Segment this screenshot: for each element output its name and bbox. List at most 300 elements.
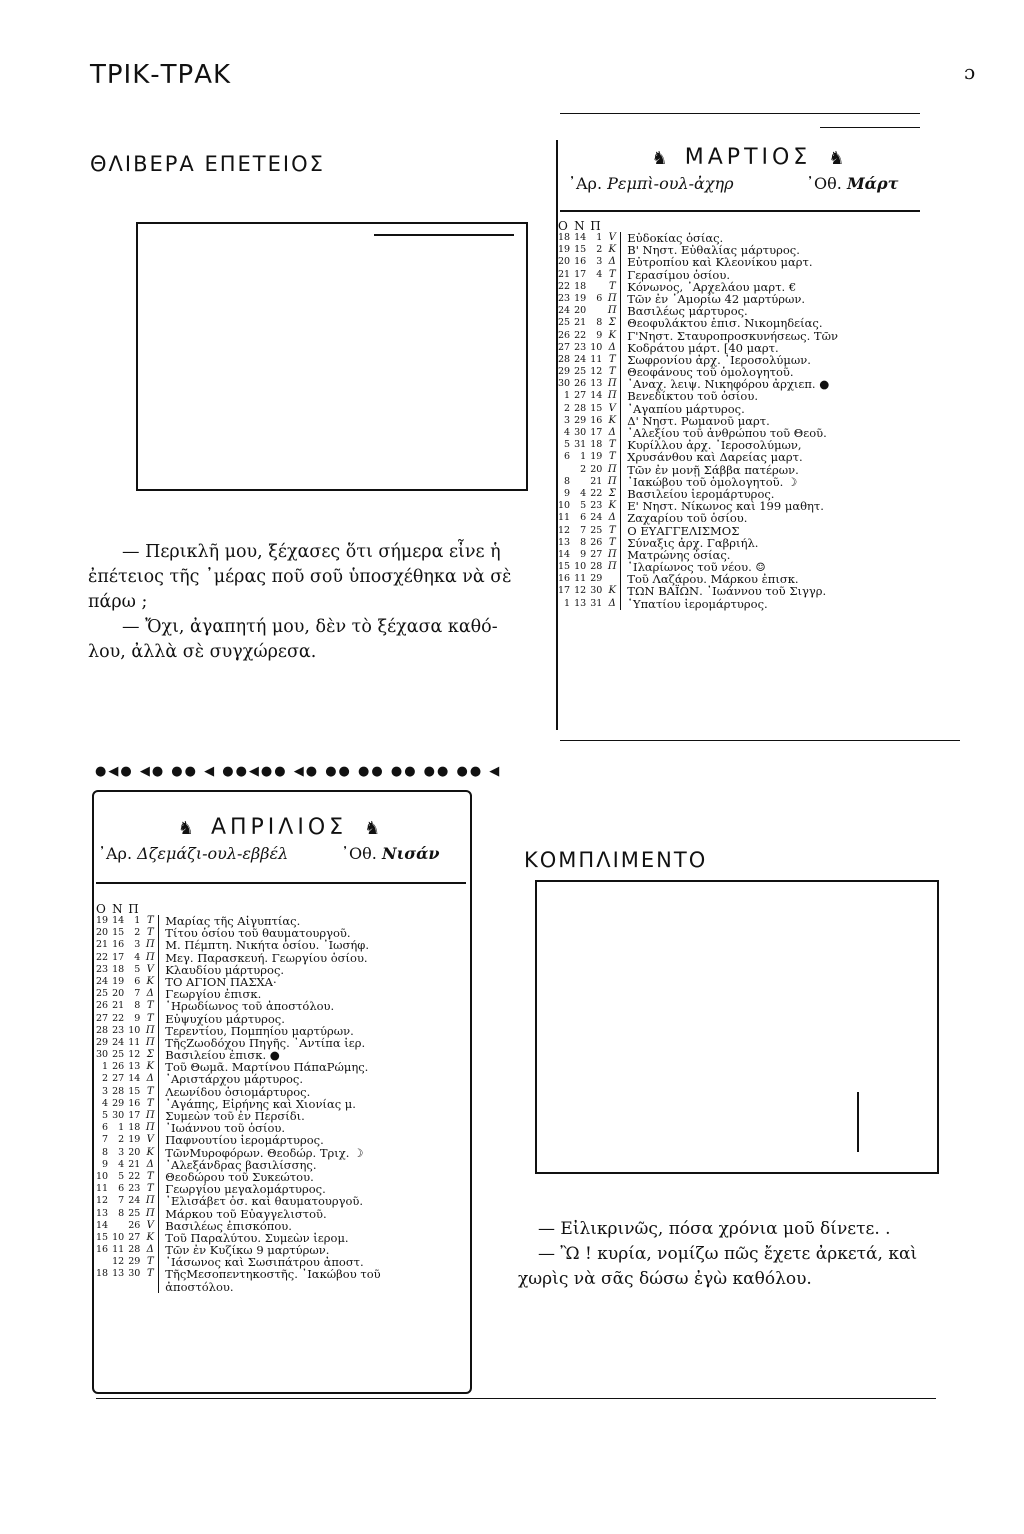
arabic-label: ᾿Αρ. <box>568 174 603 193</box>
hijri-day: 2 <box>596 244 603 256</box>
new-day <box>110 1220 126 1232</box>
orthodox-day: 25 <box>96 988 109 1000</box>
april-rule <box>96 882 466 884</box>
hijri-day: 10 <box>590 341 603 353</box>
weekday: Π <box>142 1122 159 1134</box>
feast-text: Γ'Νηστ. Σταυροπροσκυνήσεως. Τῶν <box>627 328 838 343</box>
weekday: Ⅴ <box>604 232 621 244</box>
weekday: Κ <box>604 330 621 342</box>
orthodox-day: 22 <box>558 280 571 292</box>
new-day: 6 <box>580 512 587 524</box>
bottom-rule <box>96 1398 936 1399</box>
weekday: Ⅴ <box>604 403 621 415</box>
orthodox-day: 13 <box>558 536 571 548</box>
feast-text: Θεοφάνους τοῦ ὁμολογητοῦ. <box>627 365 794 380</box>
new-day: 21 <box>112 1000 125 1012</box>
weekday: Κ <box>604 500 621 512</box>
new-day: 8 <box>580 536 587 548</box>
orthodox-day: 14 <box>558 548 571 560</box>
new-day: 13 <box>574 597 587 609</box>
orthodox-day: 30 <box>558 378 571 390</box>
weekday: Δ <box>142 988 159 1000</box>
march-bottom-rule <box>560 740 960 741</box>
feast-text: ᾿Ιάσωνος καὶ Σωσιπάτρου ἀποστ. <box>165 1255 364 1270</box>
feast-text: Βασιλέως ἐπισκόπου. <box>165 1218 292 1233</box>
weekday: Ⅴ <box>142 1134 159 1146</box>
orthodox-day: 7 <box>102 1134 109 1146</box>
feast-text: Τοῦ Λαζάρου. Μάρκου ἐπισκ. <box>627 572 799 587</box>
new-day: 5 <box>580 500 587 512</box>
hijri-day: 28 <box>590 561 603 573</box>
calendar-row <box>94 1147 383 1159</box>
orth-month: Νισάν <box>381 844 440 863</box>
new-day: 7 <box>580 524 587 536</box>
new-day: 21 <box>574 317 587 329</box>
feast-text: ᾿Ελισάβετ ὁσ. καὶ θαυματουργοῦ. <box>165 1194 364 1209</box>
feast-text: Βασιλέως μάρτυρος. <box>627 304 748 319</box>
calendar-row <box>94 1013 383 1025</box>
new-day: 16 <box>112 939 125 951</box>
new-day: 19 <box>112 975 125 987</box>
orthodox-day: 13 <box>96 1207 109 1219</box>
feast-text: Παφνουτίου ἱερομάρτυρος. <box>165 1133 324 1148</box>
weekday: Κ <box>142 976 159 988</box>
hijri-day: 26 <box>128 1219 141 1231</box>
hijri-day: 27 <box>128 1231 141 1243</box>
header-rule <box>560 113 920 114</box>
feast-text: Εὐψυχίου μάρτυρος. <box>165 1011 285 1026</box>
feast-text: Θεοφυλάκτου ἐπισ. Νικομηδείας. <box>627 316 823 331</box>
new-day: 14 <box>112 915 125 926</box>
feast-text: ᾿Αγαπίου μάρτυρος. <box>627 401 745 416</box>
feast-text: Γεωργίου μεγαλομάρτυρος. <box>165 1182 326 1197</box>
col-n: Ν <box>574 219 585 233</box>
hijri-day: 23 <box>128 1183 141 1195</box>
weekday <box>142 1281 159 1293</box>
hijri-day: 21 <box>128 1158 141 1170</box>
hijri-day: 26 <box>590 536 603 548</box>
feast-text: Μάρκου τοῦ Εὐαγγελιστοῦ. <box>165 1206 327 1221</box>
new-day: 28 <box>112 1085 125 1097</box>
orthodox-day: 11 <box>558 512 571 524</box>
new-day: 13 <box>112 1268 125 1280</box>
new-day: 10 <box>574 561 587 573</box>
calendar-row <box>556 269 840 281</box>
new-day <box>572 476 588 488</box>
orthodox-day: 10 <box>96 1170 109 1182</box>
new-day: 29 <box>112 1097 125 1109</box>
feast-text: Σύναξις ἀρχ. Γαβριήλ. <box>627 535 759 550</box>
hijri-day: 14 <box>590 390 603 402</box>
hijri-day: 13 <box>590 378 603 390</box>
joke-line: ἐπέτειος τῆς ᾿μέρας ποῦ σοῦ ὑποσχέθηκα νὰ σὲ <box>88 567 512 587</box>
new-day: 11 <box>574 573 587 585</box>
weekday: Π <box>142 1110 159 1122</box>
new-day: 18 <box>574 280 587 292</box>
new-day: 2 <box>118 1134 125 1146</box>
orthodox-day: 12 <box>558 524 571 536</box>
calendar-row <box>556 390 840 402</box>
orthodox-day: 6 <box>564 451 571 463</box>
hijri-day: 20 <box>128 1146 141 1158</box>
feast-text: ΤῆςΜεσοπεντηκοστῆς. ᾿Ιακώβου τοῦ <box>165 1267 381 1282</box>
orthodox-day: 18 <box>96 1268 109 1280</box>
april-rows <box>94 915 383 1293</box>
new-day: 26 <box>574 378 587 390</box>
hijri-day: 22 <box>590 487 603 499</box>
new-day: 12 <box>574 585 587 597</box>
feast-text: ᾿Αναχ. λειψ. Νικηφόρου ἀρχιεπ. ● <box>627 377 830 392</box>
orthodox-day: 16 <box>558 573 571 585</box>
orthodox-day: 8 <box>564 475 571 487</box>
orthodox-day: 1 <box>564 597 571 609</box>
feast-text: Ε' Νηστ. Νίκωνος καὶ 199 μαθητ. <box>627 499 824 514</box>
weekday: Π <box>604 476 621 488</box>
orthodox-day: 1 <box>564 390 571 402</box>
hijri-day: 12 <box>590 366 603 378</box>
weekday: Τ <box>604 281 621 293</box>
feast-text: Τοῦ Παραλύτου. Συμεὼν ἱερομ. <box>165 1230 349 1245</box>
new-day: 23 <box>574 341 587 353</box>
compliment-frame <box>535 880 939 1174</box>
new-day <box>110 1281 126 1293</box>
new-day: 23 <box>112 1024 125 1036</box>
orthodox-day <box>94 1281 110 1293</box>
arabic-month: Ρεμπὶ-ουλ-ἀχηρ <box>607 174 734 193</box>
orthodox-day: 4 <box>102 1097 109 1109</box>
new-day: 15 <box>574 244 587 256</box>
new-day: 1 <box>580 451 587 463</box>
orthodox-day: 2 <box>102 1073 109 1085</box>
hijri-day: 1 <box>134 915 141 926</box>
feast-text: ἀποστόλου. <box>165 1279 234 1294</box>
col-o: Ο <box>96 902 106 916</box>
weekday: Τ <box>142 1013 159 1025</box>
orthodox-day: 28 <box>96 1024 109 1036</box>
joke-heading: ΘΛΙΒΕΡΑ ΕΠΕΤΕΙΟΣ <box>90 152 325 176</box>
feast-text: Β' Νηστ. Εὐθαλίας μάρτυρος. <box>627 243 800 258</box>
arabic-month: Δζεμάζι-ουλ-εββέλ <box>137 844 289 863</box>
orth-label: ᾿Οθ. <box>341 844 377 863</box>
weekday: Τ <box>604 439 621 451</box>
weekday: Π <box>142 939 159 951</box>
orthodox-day: 24 <box>96 975 109 987</box>
feast-text: ᾿Αλεξίου τοῦ ἀνθρώπου τοῦ Θεοῦ. <box>627 426 827 440</box>
new-day: 20 <box>112 988 125 1000</box>
feast-text: Τερεντίου, Πομπηίου μαρτύρων. <box>165 1023 354 1038</box>
hijri-day: 30 <box>128 1268 141 1280</box>
feast-text: Κοδράτου μάρτ. [40 μαρτ. <box>627 340 779 355</box>
hijri-day: 17 <box>128 1110 141 1121</box>
weekday: Ⅴ <box>142 1220 159 1232</box>
weekday: Δ <box>142 1073 159 1085</box>
weekday: Π <box>604 464 621 476</box>
joke-frame <box>136 222 528 491</box>
calendar-row <box>94 1086 383 1098</box>
orthodox-day: 11 <box>96 1183 109 1195</box>
hijri-day: 8 <box>134 1000 141 1012</box>
hijri-day: 16 <box>128 1097 141 1109</box>
hijri-day: 15 <box>128 1085 141 1097</box>
orthodox-day <box>94 1256 110 1268</box>
feast-text: ΤῆςΖωοδόχου Πηγῆς. ᾿Αντίπα ἱερ. <box>165 1035 366 1050</box>
calendar-row <box>94 939 383 951</box>
col-o: Ο <box>558 219 568 233</box>
feast-text: Κλαυδίου μάρτυρος. <box>165 962 285 977</box>
hijri-day: 25 <box>128 1207 141 1219</box>
horse-icon: ♞ <box>651 148 668 169</box>
weekday: Τ <box>604 269 621 281</box>
april-table-wrap <box>94 903 383 1293</box>
weekday: Π <box>604 305 621 317</box>
col-p: Π <box>590 219 601 233</box>
weekday: Δ <box>142 1244 159 1256</box>
weekday: Π <box>142 1037 159 1049</box>
compliment-text <box>518 1217 988 1292</box>
new-day: 3 <box>118 1146 125 1158</box>
feast-text: Μ. Πέμπτη. Νικήτα ὁσίου. ᾿Ιωσήφ. <box>165 938 370 953</box>
hijri-day: 17 <box>590 427 603 438</box>
new-day: 20 <box>574 305 587 317</box>
feast-text: Χρυσάνθου καὶ Δαρείας μαρτ. <box>627 450 803 465</box>
joke-line: — Ὄχι, ἀγαπητή μου, δὲν τὸ ξέχασα καθό- <box>122 617 498 637</box>
feast-text: ᾿Αλεξάνδρας βασιλίσσης. <box>165 1157 317 1172</box>
orthodox-day: 6 <box>102 1122 109 1134</box>
orthodox-day: 19 <box>558 244 571 256</box>
orthodox-day: 1 <box>102 1061 109 1073</box>
hijri-day: 24 <box>590 512 603 524</box>
hijri-day: 25 <box>590 524 603 536</box>
orthodox-day: 29 <box>558 366 571 378</box>
header-rule-short <box>820 127 920 128</box>
orthodox-day: 8 <box>102 1146 109 1158</box>
feast-text: Βενεδίκτου τοῦ ὁσίου. <box>627 389 758 404</box>
weekday: Τ <box>142 1256 159 1268</box>
feast-text: Ο ΕΥΑΓΓΕΛΙΣΜΟΣ <box>627 523 740 538</box>
weekday: Τ <box>142 1268 159 1280</box>
hijri-day: 14 <box>128 1073 141 1085</box>
orthodox-day: 21 <box>96 939 109 951</box>
joke-line: — Περικλῆ μου, ξέχασες ὅτι σήμερα εἶνε ἡ <box>122 542 501 562</box>
april-header <box>98 815 460 863</box>
arabic-label: ᾿Αρ. <box>98 844 133 863</box>
calendar-row <box>94 1281 383 1293</box>
feast-text: Εὐδοκίας ὁσίας. <box>627 231 724 245</box>
orthodox-day: 29 <box>96 1036 109 1048</box>
calendar-row <box>556 585 840 597</box>
hijri-day: 3 <box>134 939 141 951</box>
feast-text: Γεωργίου ἐπισκ. <box>165 987 262 1002</box>
horse-icon: ♞ <box>364 818 381 839</box>
hijri-day: 22 <box>128 1170 141 1182</box>
calendar-row <box>556 317 840 329</box>
new-day: 19 <box>574 292 587 304</box>
weekday: Τ <box>142 915 159 927</box>
march-title: ΜΑΡΤΙΟΣ <box>684 145 812 170</box>
hijri-day: 30 <box>590 585 603 597</box>
hijri-day: 31 <box>590 597 603 609</box>
calendar-row <box>556 403 840 415</box>
hijri-day: 1 <box>596 232 603 243</box>
compliment-line: — Εἰλικρινῶς, πόσα χρόνια μοῦ δίνετε. . <box>538 1219 891 1239</box>
new-day: 1 <box>118 1122 125 1134</box>
new-day: 24 <box>112 1036 125 1048</box>
new-day: 30 <box>112 1110 125 1121</box>
feast-text: ΤῶνΜυροφόρων. Θεοδώρ. Τριχ. ☽ <box>165 1145 364 1160</box>
orthodox-day: 9 <box>564 487 571 499</box>
feast-text: Κυρίλλου ἀρχ. ᾿Ιεροσολύμων, <box>627 438 802 453</box>
weekday <box>604 573 621 585</box>
hijri-day: 9 <box>134 1012 141 1024</box>
new-day: 15 <box>112 927 125 939</box>
new-day: 10 <box>112 1231 125 1243</box>
hijri-day: 29 <box>128 1256 141 1268</box>
orthodox-day: 23 <box>558 292 571 304</box>
weekday: Π <box>142 1208 159 1220</box>
orthodox-day: 27 <box>558 341 571 353</box>
march-header <box>568 145 928 193</box>
feast-text: ᾿Ιακώβου τοῦ ὁμολογητοῦ. ☽ <box>627 474 798 489</box>
orthodox-day: 27 <box>96 1012 109 1024</box>
col-n: Ν <box>112 902 123 916</box>
new-day: 25 <box>574 366 587 378</box>
weekday: Τ <box>604 537 621 549</box>
weekday: Σ <box>604 488 621 500</box>
new-day: 27 <box>112 1073 125 1085</box>
weekday: Τ <box>142 1171 159 1183</box>
new-day: 31 <box>574 439 587 451</box>
weekday: Δ <box>604 256 621 268</box>
hijri-day: 18 <box>128 1122 141 1134</box>
feast-text: Ζαχαρίου τοῦ ὁσίου. <box>627 511 748 526</box>
april-subtitle <box>98 844 460 863</box>
orth-month: Μάρτ <box>846 174 899 193</box>
calendar-row <box>556 330 840 342</box>
april-title: ΑΠΡΙΛΙΟΣ <box>210 815 348 840</box>
hijri-day: 5 <box>134 963 141 975</box>
weekday: Τ <box>142 1183 159 1195</box>
weekday: Τ <box>604 354 621 366</box>
orthodox-day: 9 <box>102 1158 109 1170</box>
feast-text: Κόνωνος, ᾿Αρχελάου μαρτ. € <box>627 279 797 294</box>
new-day: 24 <box>574 353 587 365</box>
orthodox-day: 3 <box>102 1085 109 1097</box>
feast-text: Θεοδώρου τοῦ Συκεώτου. <box>165 1169 314 1184</box>
weekday: Κ <box>604 415 621 427</box>
feast-text: Συμεὼν τοῦ ἐν Περσίδι. <box>165 1109 305 1123</box>
joke-line: λου, ἀλλὰ σὲ συγχώρεσα. <box>88 642 317 662</box>
joke-text <box>88 540 528 665</box>
feast-text: Τοῦ Θωμᾶ. Μαρτίνου ΠάπαΡώμης. <box>165 1060 369 1075</box>
hijri-day: 24 <box>128 1195 141 1207</box>
hijri-day: 11 <box>128 1036 141 1048</box>
april-table <box>94 903 383 1293</box>
orthodox-day: 17 <box>558 585 571 597</box>
weekday: Κ <box>604 244 621 256</box>
hijri-day <box>588 305 604 317</box>
weekday: Κ <box>604 585 621 597</box>
orthodox-day: 26 <box>96 1000 109 1012</box>
feast-text: Τῶν ἐν ᾿Αμορίω 42 μαρτύρων. <box>627 291 805 306</box>
orthodox-day: 14 <box>96 1219 109 1231</box>
orthodox-day: 18 <box>558 232 571 243</box>
weekday: Π <box>142 1025 159 1037</box>
march-table <box>556 220 840 610</box>
calendar-row <box>94 1208 383 1220</box>
calendar-row <box>94 1134 383 1146</box>
march-rows <box>556 232 840 610</box>
orth-label: ᾿Οθ. <box>806 174 842 193</box>
feast-text: ῾Ιλαρίωνος τοῦ νέου. ☺ <box>627 560 766 575</box>
hijri-day: 10 <box>128 1024 141 1036</box>
weekday: Τ <box>604 525 621 537</box>
ornament-row: ●◀● ◀● ●● ◀ ●●◀●● ◀● ●● ●● ●● ●● ●● ◀ <box>95 764 502 779</box>
horse-icon: ♞ <box>177 818 194 839</box>
orthodox-day: 15 <box>558 561 571 573</box>
hijri-day: 21 <box>590 475 603 487</box>
calendar-row <box>556 256 840 268</box>
hijri-day: 9 <box>596 329 603 341</box>
new-day: 4 <box>118 1158 125 1170</box>
weekday: Τ <box>142 927 159 939</box>
weekday: Τ <box>604 451 621 463</box>
orthodox-day: 10 <box>558 500 571 512</box>
calendar-row <box>94 1268 383 1280</box>
feast-text: Βασιλείου ἱερομάρτυρος. <box>627 486 775 501</box>
weekday: Π <box>604 561 621 573</box>
page-mark: ɔ <box>964 60 976 84</box>
new-day: 6 <box>118 1183 125 1195</box>
hijri-day: 20 <box>590 463 603 475</box>
feast-text: Εὐτροπίου καὶ Κλεονίκου μαρτ. <box>627 255 813 270</box>
weekday: Ⅴ <box>142 964 159 976</box>
weekday: Π <box>604 293 621 305</box>
weekday: Π <box>604 378 621 390</box>
feast-text: Τῶν ἐν Κυζίκω 9 μαρτύρων. <box>165 1243 330 1258</box>
feast-text: Μεγ. Παρασκευή. Γεωργίου ὁσίου. <box>165 950 368 965</box>
orthodox-day: 2 <box>564 402 571 414</box>
weekday: Τ <box>142 1000 159 1012</box>
weekday: Π <box>604 549 621 561</box>
new-day: 25 <box>112 1049 125 1061</box>
frame-inner-rule <box>374 234 514 236</box>
calendar-row <box>556 525 840 537</box>
compliment-heading: ΚΟΜΠΛΙΜΕΝΤΟ <box>524 848 708 872</box>
hijri-day: 12 <box>128 1049 141 1061</box>
hijri-day: 15 <box>590 402 603 414</box>
orthodox-day: 16 <box>96 1244 109 1256</box>
march-subtitle <box>568 174 928 193</box>
new-day: 22 <box>574 329 587 341</box>
page-title: ΤΡΙΚ-ΤΡΑΚ <box>90 60 232 90</box>
orthodox-day: 3 <box>564 414 571 426</box>
feast-text: ᾿Αριστάρχου μάρτυρος. <box>165 1072 304 1087</box>
weekday: Δ <box>604 427 621 439</box>
weekday: Τ <box>142 1086 159 1098</box>
feast-text: Λεωνίδου ὁσιομάρτυρος. <box>165 1084 311 1099</box>
calendar-row <box>94 952 383 964</box>
col-p: Π <box>128 902 139 916</box>
feast-text: Δ' Νηστ. Ρωμανοῦ μαρτ. <box>627 413 770 428</box>
hijri-day: 27 <box>590 548 603 560</box>
feast-text: ῾Υπατίου ἱερομάρτυρος. <box>627 596 768 611</box>
new-day: 11 <box>112 1244 125 1256</box>
feast-text: ΤΟ ΑΓΙΟΝ ΠΑΣΧΑ· <box>165 974 277 989</box>
hijri-day: 16 <box>590 414 603 426</box>
hijri-day: 18 <box>590 439 603 451</box>
new-day: 16 <box>574 256 587 268</box>
new-day: 27 <box>574 390 587 402</box>
